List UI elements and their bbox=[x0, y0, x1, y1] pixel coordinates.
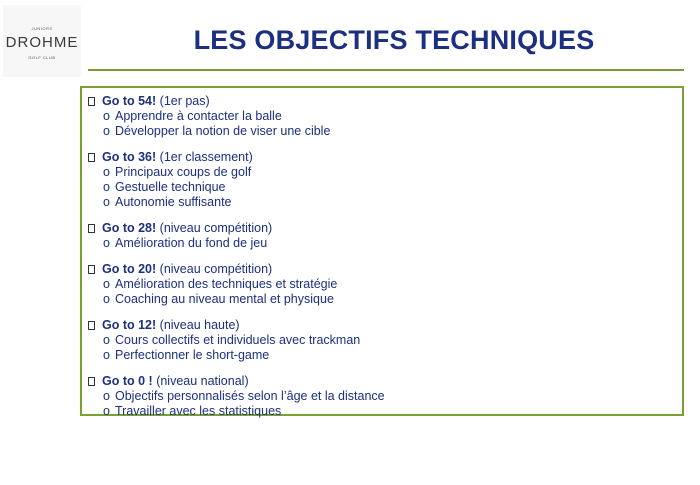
objective-goal: Go to 20! bbox=[102, 262, 157, 276]
objective-subitem bbox=[88, 389, 385, 404]
objective-subitem-text: Amélioration du fond de jeu bbox=[115, 236, 268, 250]
objective-level: (niveau compétition) bbox=[159, 262, 273, 276]
circle-bullet-icon: o bbox=[103, 277, 110, 291]
objective-subitem-text: Autonomie suffisante bbox=[115, 195, 232, 209]
circle-bullet-icon: o bbox=[103, 195, 110, 209]
objective-subitem bbox=[88, 165, 385, 180]
objective-subitem-text: Apprendre à contacter la balle bbox=[115, 109, 282, 123]
objective-goal: Go to 54! bbox=[102, 94, 157, 108]
objective-heading bbox=[88, 94, 385, 109]
objective-item bbox=[88, 150, 385, 210]
square-bullet-icon bbox=[88, 97, 95, 106]
objective-subitem bbox=[88, 109, 385, 124]
objective-sublist bbox=[88, 109, 385, 139]
objective-subitem bbox=[88, 195, 385, 210]
circle-bullet-icon: o bbox=[103, 348, 110, 362]
objective-item bbox=[88, 94, 385, 139]
objective-subitem-text: Gestuelle technique bbox=[115, 180, 226, 194]
objective-heading bbox=[88, 262, 385, 277]
objective-subitem bbox=[88, 404, 385, 419]
objective-level: (niveau haute) bbox=[159, 318, 240, 332]
objective-goal: Go to 28! bbox=[102, 221, 157, 235]
objective-subitem-text: Développer la notion de viser une cible bbox=[115, 124, 331, 138]
objective-level: (niveau national) bbox=[156, 374, 249, 388]
page-title: LES OBJECTIFS TECHNIQUES bbox=[193, 25, 595, 55]
objective-subitem-text: Coaching au niveau mental et physique bbox=[115, 292, 334, 306]
objective-heading bbox=[88, 374, 385, 389]
objective-sublist bbox=[88, 389, 385, 419]
title-underline bbox=[88, 69, 684, 71]
circle-bullet-icon: o bbox=[103, 180, 110, 194]
objective-subitem-text: Perfectionner le short-game bbox=[115, 348, 270, 362]
objective-item bbox=[88, 221, 385, 251]
objective-sublist bbox=[88, 333, 385, 363]
circle-bullet-icon: o bbox=[103, 124, 110, 138]
objective-subitem bbox=[88, 124, 385, 139]
logo-sub-text: GOLF CLUB bbox=[28, 55, 56, 60]
objective-subitem-text: Objectifs personnalisés selon l’âge et la distance bbox=[115, 389, 385, 403]
circle-bullet-icon: o bbox=[103, 404, 110, 418]
square-bullet-icon bbox=[88, 321, 95, 330]
square-bullet-icon bbox=[88, 224, 95, 233]
objective-heading bbox=[88, 221, 385, 236]
club-logo bbox=[3, 5, 81, 77]
logo-main-text: DROHME bbox=[5, 34, 79, 51]
objective-subitem bbox=[88, 277, 385, 292]
objective-sublist bbox=[88, 236, 385, 251]
circle-bullet-icon: o bbox=[103, 389, 110, 403]
objective-subitem bbox=[88, 180, 385, 195]
circle-bullet-icon: o bbox=[103, 109, 110, 123]
objective-heading bbox=[88, 150, 385, 165]
objective-level: (1er pas) bbox=[159, 94, 210, 108]
circle-bullet-icon: o bbox=[103, 236, 110, 250]
square-bullet-icon bbox=[88, 153, 95, 162]
objective-level: (niveau compétition) bbox=[159, 221, 273, 235]
objective-subitem-text: Travailler avec les statistiques bbox=[115, 404, 282, 418]
objective-sublist bbox=[88, 165, 385, 210]
objective-goal: Go to 12! bbox=[102, 318, 157, 332]
objective-goal: Go to 0 ! bbox=[102, 374, 153, 388]
objective-item bbox=[88, 374, 385, 419]
objective-subitem-text: Amélioration des techniques et stratégie bbox=[115, 277, 338, 291]
objective-subitem-text: Cours collectifs et individuels avec trackman bbox=[115, 333, 361, 347]
circle-bullet-icon: o bbox=[103, 165, 110, 179]
objectives-box bbox=[80, 86, 684, 416]
objective-heading bbox=[88, 318, 385, 333]
logo-top-text: JUNIORS bbox=[31, 26, 53, 31]
circle-bullet-icon: o bbox=[103, 333, 110, 347]
circle-bullet-icon: o bbox=[103, 292, 110, 306]
objective-item bbox=[88, 262, 385, 307]
objective-goal: Go to 36! bbox=[102, 150, 157, 164]
objective-sublist bbox=[88, 277, 385, 307]
square-bullet-icon bbox=[88, 377, 95, 386]
objective-level: (1er classement) bbox=[159, 150, 253, 164]
objective-subitem bbox=[88, 333, 385, 348]
objective-item bbox=[88, 318, 385, 363]
square-bullet-icon bbox=[88, 265, 95, 274]
objective-subitem bbox=[88, 292, 385, 307]
objective-subitem-text: Principaux coups de golf bbox=[115, 165, 252, 179]
objective-subitem bbox=[88, 236, 385, 251]
objective-subitem bbox=[88, 348, 385, 363]
objectives-list bbox=[88, 94, 385, 430]
